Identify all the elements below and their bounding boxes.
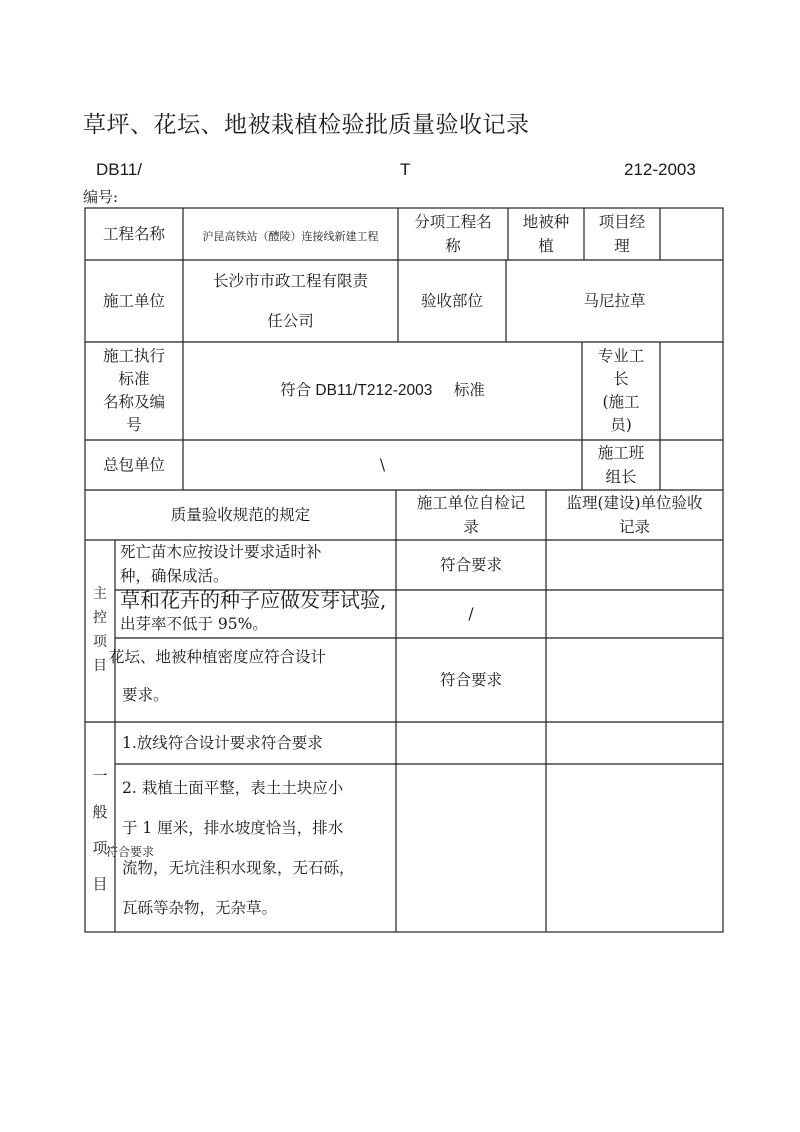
- spec-column-header: 质量验收规范的规定: [170, 506, 311, 524]
- foreman-label-line1: 专业工: [597, 347, 645, 365]
- foreman-value[interactable]: [660, 342, 723, 440]
- foreman-label-line2: 长: [613, 370, 629, 388]
- general-item-text: 2. 栽植土面平整，表土土块应小: [122, 779, 344, 797]
- general-contractor-value: \: [379, 456, 386, 474]
- exec-standard-value: 符合 DB11/T212-2003 标准: [280, 382, 485, 399]
- main-item-row: [109, 638, 396, 722]
- serial-number-label: 编号:: [83, 188, 119, 206]
- main-item-text: 花坛、地被种植密度应符合设计: [109, 648, 327, 666]
- supervisor-header-line1: 监理(建设)单位验收: [566, 494, 703, 512]
- main-item-text: 死亡苗木应按设计要求适时补: [120, 543, 322, 561]
- project-name-label: 工程名称: [102, 225, 165, 243]
- main-items-label-char: 主: [93, 586, 107, 602]
- foreman-label: [582, 342, 660, 440]
- self-check-column-header: [396, 490, 546, 540]
- general-item-row: 1.放线符合设计要求符合要求: [122, 734, 323, 752]
- exec-standard-label-line3: 名称及编: [102, 393, 165, 411]
- general-item-supervisor-check[interactable]: [546, 764, 723, 932]
- main-item-supervisor-check[interactable]: [546, 638, 723, 722]
- project-manager-value[interactable]: [660, 208, 723, 260]
- general-item-self-check[interactable]: [396, 722, 546, 764]
- team-leader-label-line2: 组长: [605, 468, 637, 486]
- main-items-label-char: 控: [93, 610, 107, 626]
- subitem-name-value-line2: 植: [538, 237, 554, 255]
- project-manager-label: [584, 208, 660, 260]
- main-items-label-char: 目: [93, 658, 107, 674]
- subitem-name-value: [508, 208, 584, 260]
- main-item-self-check: /: [468, 605, 474, 623]
- main-item-row: [120, 540, 396, 590]
- page-title: 草坪、花坛、地被栽植检验批质量验收记录: [83, 112, 530, 138]
- general-items-label-char: 目: [92, 875, 108, 893]
- supervisor-header-line2: 记录: [618, 518, 650, 536]
- main-item-row: [120, 588, 396, 638]
- subitem-name-label-line2: 称: [445, 237, 461, 255]
- general-item-supervisor-check[interactable]: [546, 722, 723, 764]
- standard-code-prefix: DB11/: [96, 160, 142, 179]
- main-item-supervisor-check[interactable]: [546, 540, 723, 590]
- main-item-self-check: 符合要求: [439, 671, 502, 689]
- general-contractor-label: 总包单位: [102, 456, 165, 474]
- project-manager-label-line1: 项目经: [598, 213, 646, 231]
- standard-code-type: T: [400, 160, 411, 179]
- general-item-text: 于 1 厘米，排水坡度恰当，排水: [122, 819, 344, 837]
- general-item-text: 瓦砾等杂物，无杂草。: [122, 899, 278, 917]
- general-items-label: [85, 755, 115, 905]
- team-leader-label-line1: 施工班: [597, 444, 645, 462]
- inspection-part-label: 验收部位: [420, 292, 483, 310]
- general-items-label-char: 一: [92, 767, 108, 785]
- foreman-label-line3: (施工: [602, 393, 640, 411]
- exec-standard-label-line4: 号: [126, 416, 142, 434]
- foreman-label-line4: 员): [610, 416, 632, 434]
- project-name-value: 沪昆高铁站（醴陵）连接线新建工程: [202, 230, 379, 243]
- contractor-value-line2: 任公司: [267, 312, 314, 330]
- subitem-name-value-line1: 地被种: [522, 213, 570, 231]
- team-leader-value[interactable]: [660, 440, 723, 490]
- main-item-text: 草和花卉的种子应做发芽试验,: [120, 588, 387, 612]
- exec-standard-label-line2: 标准: [118, 370, 150, 388]
- general-item-self-check[interactable]: [396, 764, 546, 932]
- main-items-label-char: 项: [93, 634, 107, 650]
- general-item-text: 流物，无坑洼积水现象，无石砾，: [122, 859, 355, 877]
- inspection-part-value: 马尼拉草: [583, 292, 646, 310]
- project-manager-label-line2: 理: [614, 237, 630, 255]
- subitem-name-label: [398, 208, 508, 260]
- exec-standard-label-line1: 施工执行: [102, 347, 165, 365]
- exec-standard-label: [85, 342, 183, 440]
- contractor-value: [183, 260, 398, 342]
- self-check-header-line1: 施工单位自检记: [416, 494, 526, 512]
- main-item-self-check: 符合要求: [439, 556, 502, 574]
- general-items-label-char: 项: [92, 839, 108, 857]
- general-items-label-char: 般: [92, 803, 108, 821]
- standard-code-number: 212-2003: [624, 160, 696, 179]
- contractor-label: 施工单位: [102, 292, 165, 310]
- supervisor-column-header: [546, 490, 723, 540]
- main-item-text: 种，确保成活。: [120, 567, 229, 585]
- self-check-header-line2: 录: [463, 518, 479, 536]
- main-item-supervisor-check[interactable]: [546, 590, 723, 638]
- team-leader-label: [582, 440, 660, 490]
- contractor-value-line1: 长沙市市政工程有限责: [212, 272, 368, 290]
- main-item-text: 要求。: [122, 686, 169, 704]
- main-item-text: 出芽率不低于 95%。: [120, 615, 268, 633]
- general-item-overlay-note: 符合要求: [106, 845, 155, 859]
- general-item-row: [122, 768, 396, 928]
- subitem-name-label-line1: 分项工程名: [414, 213, 492, 231]
